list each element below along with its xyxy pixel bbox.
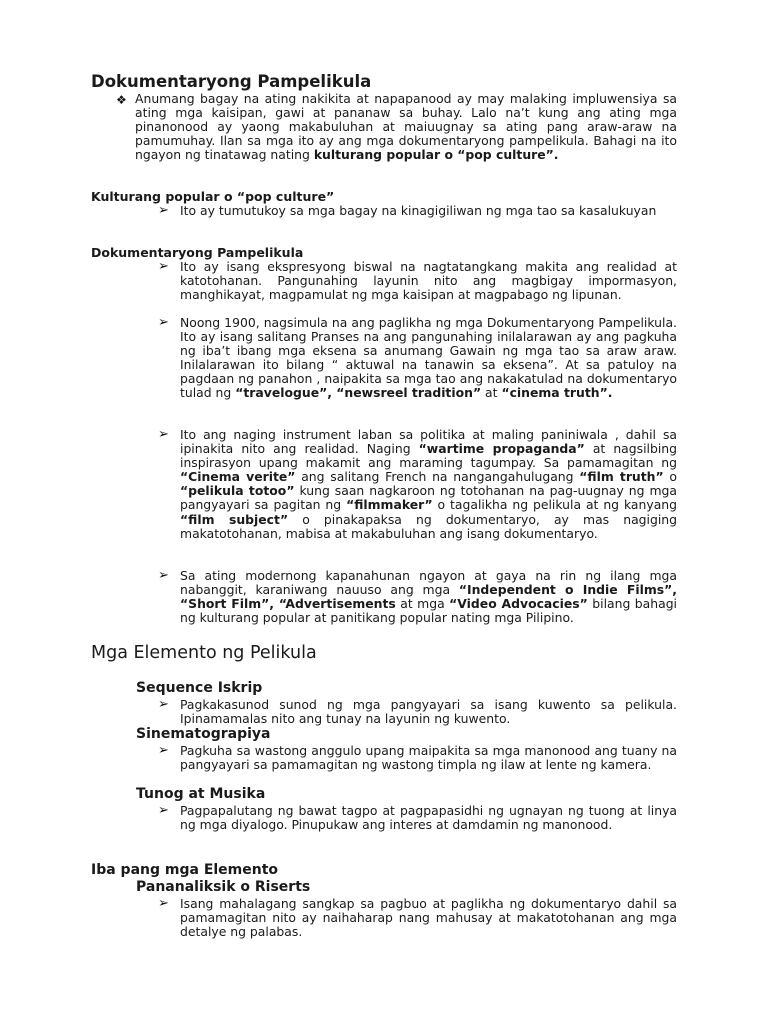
dokumentaryo-paragraph-4 <box>180 569 677 625</box>
intro-text: Anumang bagay na ating nakikita at napapanood ay may malaking impluwensiya sa ating mga kaisipan, gawi at pananaw sa buhay. Lalo na’t kung ang ating mga pinanonood ay yaong makabuluhan at maiuugnay sa ating pang araw-araw na pamumuhay. Ilan sa mga ito ay ang mga dokumentaryong pampelikula. Bahagi na ito ngayon ng tinatawag nating <box>135 91 677 163</box>
dokumentaryo-paragraph-1: Ito ay isang ekspresyong biswal na nagtatangkang makita ang realidad at katotohanan. Pangunahing layunin nito ang magbigay impormasyon, manghikayat, magpamulat ng mga kaisipan at magpabago ng lipunan. <box>180 259 677 303</box>
p3-text-d: ang salitang French na nangangahulugang <box>295 469 580 485</box>
p4-text-d: bilang bahagi ng kulturang popular at panitikang popular nating mga Pilipino. <box>180 596 677 626</box>
p4-text-c: at mga <box>395 596 450 612</box>
sequence-iskrip-text: Pagkakasunod sunod ng mga pangyayari sa isang kuwento sa pelikula. Ipinamamalas nito ang tunay na layunin ng kuwento. <box>180 697 677 727</box>
heading-sinematograpiya: Sinematograpiya <box>136 726 271 742</box>
p3-text-f: kung saan nagkaroon ng totohanan na pag-uugnay ng mga pangyayari sa pagitan ng <box>180 483 678 513</box>
heading-dokumentaryo: Dokumentaryong Pampelikula <box>91 245 304 260</box>
tunog-at-musika-text: Pagpapalutang ng bawat tagpo at pagpapasidhi ng ugnayan ng tuong at linya ng mga diyalogo. Pinupukaw ang interes at damdamin ng manonood. <box>180 803 677 833</box>
section-title-elemento: Mga Elemento ng Pelikula <box>91 643 317 663</box>
arrow-bullet-icon: ➢ <box>158 896 169 911</box>
pop-culture-definition: Ito ay tumutukoy sa mga bagay na kinagigiliwan ng mga tao sa kasalukuyan <box>180 203 657 218</box>
heading-pop-culture: Kulturang popular o “pop culture” <box>91 189 335 204</box>
p3-text-e: o <box>663 469 677 485</box>
arrow-bullet-icon: ➢ <box>158 568 169 583</box>
p3-text-h: o pinakapaksa ng dokumentaryo, ay mas nagiging makatotohanan, mabisa at makabuluhan ang isang dokumentaryo. <box>180 511 678 541</box>
p2-bold-2: “cinema truth”. <box>501 385 613 401</box>
intro-paragraph <box>135 92 677 162</box>
arrow-bullet-icon: ➢ <box>158 697 169 712</box>
sinematograpiya-text: Pagkuha sa wastong anggulo upang maipakita sa mga manonood ang tuany na pangyayari sa pamamagitan ng wastong timpla ng ilaw at lente ng kamera. <box>180 743 677 773</box>
p3-bold-4: “pelikula totoo” <box>180 483 295 499</box>
diamond-bullet-icon: ❖ <box>116 93 127 107</box>
arrow-bullet-icon: ➢ <box>158 203 169 218</box>
p2-bold-1: “travelogue”, “newsreel tradition” <box>235 385 482 401</box>
section-title-dokumentaryo: Dokumentaryong Pampelikula <box>91 72 372 91</box>
arrow-bullet-icon: ➢ <box>158 803 169 818</box>
p2-text-c: at <box>481 385 502 401</box>
arrow-bullet-icon: ➢ <box>158 259 169 274</box>
arrow-bullet-icon: ➢ <box>158 427 169 442</box>
section-title-iba-pang-elemento: Iba pang mga Elemento <box>91 862 279 878</box>
p4-text-a: Sa ating modernong kapanahunan ngayon at gaya na rin ng ilang mga nabanggit, karaniwang nauuso ang mga <box>180 568 677 598</box>
p3-bold-2: “Cinema verite” <box>180 469 296 485</box>
p3-bold-1: “wartime propaganda” <box>418 441 585 457</box>
p4-bold-1: “Independent o Indie Films”, “Short Film”, “Advertisements <box>180 582 677 612</box>
pananaliksik-text: Isang mahalagang sangkap sa pagbuo at paglikha ng dokumentaryo dahil sa pamamagitan nito ay naihaharap nang mahusay at makatotohanan ang mga detalye ng palabas. <box>180 896 677 940</box>
p3-text-g: o tagalikha ng pelikula at ng kanyang <box>432 497 678 513</box>
arrow-bullet-icon: ➢ <box>158 743 169 758</box>
p2-text-a: Noong 1900, nagsimula na ang paglikha ng mga Dokumentaryong Pampelikula. Ito ay isang salitang Pranses na ang pangunahing inilalarawan ay ang pagkuha ng iba’t ibang mga eksena sa anumang Gawain ng mga tao sa araw araw. Inilalarawan ito bilang “ aktuwal na tanawin sa eksena”. At sa patuloy na pagdaan ng panahon , naipakita sa mga tao ang nakakatulad na dokumentaryo tulad ng <box>180 315 677 401</box>
p4-bold-2: “Video Advocacies” <box>449 596 588 612</box>
p3-bold-3: “film truth” <box>579 469 664 485</box>
dokumentaryo-paragraph-3 <box>180 428 677 541</box>
p3-text-c: at nagsilbing inspirasyon upang makamit ang maraming tagumpay. Sa pamamagitan ng <box>180 441 677 471</box>
heading-tunog-at-musika: Tunog at Musika <box>136 786 266 802</box>
heading-pananaliksik: Pananaliksik o Riserts <box>136 879 311 895</box>
heading-sequence-iskrip: Sequence Iskrip <box>136 680 263 696</box>
arrow-bullet-icon: ➢ <box>158 315 169 330</box>
p3-text-a: Ito ang naging instrument laban sa politika at maling paniniwala , dahil sa ipinakita nito ang realidad. Naging <box>180 427 677 457</box>
dokumentaryo-paragraph-2 <box>180 316 677 401</box>
p3-bold-6: “film subject” <box>180 511 289 527</box>
p3-bold-5: “filmmaker” <box>346 497 433 513</box>
intro-bold: kulturang popular o “pop culture”. <box>313 147 559 163</box>
